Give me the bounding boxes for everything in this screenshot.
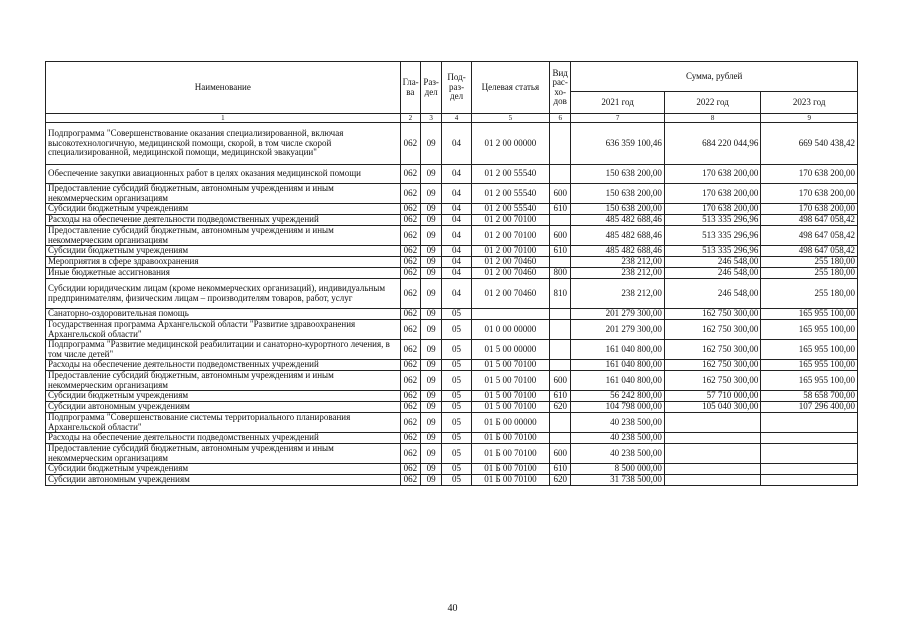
budget-table [45, 61, 858, 486]
row-sum-2022: 246 548,00 [664, 268, 761, 279]
row-sum-2021: 238 212,00 [571, 257, 664, 268]
row-sum-2022 [664, 444, 761, 464]
table-row [46, 371, 858, 391]
row-vid [550, 360, 571, 371]
row-sum-2022: 162 750 300,00 [664, 371, 761, 391]
column-number: 3 [420, 114, 441, 123]
row-podrazdel: 05 [442, 413, 471, 433]
column-number: 4 [442, 114, 471, 123]
table-row [46, 402, 858, 413]
row-glava: 062 [400, 309, 420, 320]
row-sum-2023: 170 638 200,00 [761, 165, 858, 184]
table-row [46, 360, 858, 371]
row-vid [550, 340, 571, 360]
row-razdel: 09 [420, 475, 441, 486]
row-name: Государственная программа Архангельской области "Развитие здравоохранения Архангельской области" [46, 320, 401, 340]
row-sum-2021: 31 738 500,00 [571, 475, 664, 486]
row-podrazdel: 05 [442, 320, 471, 340]
row-vid [550, 123, 571, 165]
row-name: Подпрограмма "Развитие медицинской реабилитации и санаторно-курортного лечения, в том числе детей" [46, 340, 401, 360]
row-razdel: 09 [420, 204, 441, 215]
row-razdel: 09 [420, 320, 441, 340]
row-podrazdel: 04 [442, 204, 471, 215]
row-sum-2023: 498 647 058,42 [761, 226, 858, 246]
row-razdel: 09 [420, 215, 441, 226]
row-glava: 062 [400, 464, 420, 475]
row-name: Подпрограмма "Совершенствование оказания специализированной, включая высокотехнологичную, медицинской помощи, скорой, в том числе скорой специализированной, медицинской помощи, медицинской эвакуации" [46, 123, 401, 165]
row-name: Субсидии юридическим лицам (кроме некоммерческих организаций), индивидуальным предпринимателям, физическим лицам – производителям товаров, работ, услуг [46, 279, 401, 309]
row-sum-2022: 162 750 300,00 [664, 320, 761, 340]
table-row [46, 268, 858, 279]
row-name: Субсидии бюджетным учреждениям [46, 204, 401, 215]
row-target: 01 2 00 55540 [471, 184, 549, 204]
row-sum-2023: 170 638 200,00 [761, 184, 858, 204]
row-vid: 610 [550, 246, 571, 257]
row-sum-2022 [664, 433, 761, 444]
row-razdel: 09 [420, 413, 441, 433]
row-glava: 062 [400, 413, 420, 433]
row-target: 01 0 00 00000 [471, 320, 549, 340]
row-vid: 620 [550, 475, 571, 486]
row-sum-2021: 56 242 800,00 [571, 391, 664, 402]
row-podrazdel: 04 [442, 184, 471, 204]
row-glava: 062 [400, 123, 420, 165]
row-target: 01 Б 00 00000 [471, 413, 549, 433]
row-sum-2021: 238 212,00 [571, 268, 664, 279]
row-glava: 062 [400, 340, 420, 360]
row-razdel: 09 [420, 226, 441, 246]
header-glava: Гла-ва [400, 62, 420, 114]
row-sum-2023: 165 955 100,00 [761, 340, 858, 360]
row-sum-2022: 246 548,00 [664, 279, 761, 309]
row-podrazdel: 04 [442, 215, 471, 226]
column-number: 2 [400, 114, 420, 123]
row-glava: 062 [400, 279, 420, 309]
row-sum-2022 [664, 475, 761, 486]
row-razdel: 09 [420, 184, 441, 204]
row-sum-2021: 161 040 800,00 [571, 340, 664, 360]
row-sum-2022 [664, 413, 761, 433]
row-sum-2023: 58 658 700,00 [761, 391, 858, 402]
row-razdel: 09 [420, 402, 441, 413]
header-target: Целевая статья [471, 62, 549, 114]
row-target: 01 2 00 70460 [471, 279, 549, 309]
row-sum-2021: 161 040 800,00 [571, 360, 664, 371]
column-numbers-row [46, 114, 858, 123]
row-podrazdel: 05 [442, 433, 471, 444]
row-podrazdel: 04 [442, 279, 471, 309]
table-row [46, 433, 858, 444]
row-sum-2021: 40 238 500,00 [571, 444, 664, 464]
row-name: Субсидии автономным учреждениям [46, 402, 401, 413]
row-target: 01 2 00 55540 [471, 204, 549, 215]
row-razdel: 09 [420, 257, 441, 268]
row-target: 01 2 00 70100 [471, 246, 549, 257]
row-glava: 062 [400, 184, 420, 204]
row-vid: 600 [550, 444, 571, 464]
row-glava: 062 [400, 320, 420, 340]
row-name: Расходы на обеспечение деятельности подведомственных учреждений [46, 215, 401, 226]
row-glava: 062 [400, 257, 420, 268]
budget-table-container [45, 61, 858, 486]
row-sum-2022: 57 710 000,00 [664, 391, 761, 402]
row-glava: 062 [400, 204, 420, 215]
table-row [46, 320, 858, 340]
row-sum-2021: 201 279 300,00 [571, 320, 664, 340]
row-name: Предоставление субсидий бюджетным, автономным учреждениям и иным некоммерческим организациям [46, 444, 401, 464]
table-row [46, 184, 858, 204]
row-podrazdel: 05 [442, 360, 471, 371]
row-name: Предоставление субсидий бюджетным, автономным учреждениям и иным некоммерческим организациям [46, 371, 401, 391]
row-sum-2023: 498 647 058,42 [761, 215, 858, 226]
row-name: Субсидии бюджетным учреждениям [46, 246, 401, 257]
row-target: 01 Б 00 70100 [471, 464, 549, 475]
row-podrazdel: 04 [442, 165, 471, 184]
table-row [46, 413, 858, 433]
row-razdel: 09 [420, 309, 441, 320]
row-sum-2022: 162 750 300,00 [664, 340, 761, 360]
column-number: 7 [571, 114, 664, 123]
row-glava: 062 [400, 371, 420, 391]
row-sum-2023 [761, 464, 858, 475]
row-podrazdel: 05 [442, 340, 471, 360]
row-podrazdel: 05 [442, 444, 471, 464]
row-vid: 610 [550, 204, 571, 215]
page-number: 40 [447, 603, 458, 614]
table-row [46, 444, 858, 464]
row-podrazdel: 05 [442, 475, 471, 486]
row-vid: 600 [550, 226, 571, 246]
row-vid: 620 [550, 402, 571, 413]
row-sum-2022: 170 638 200,00 [664, 184, 761, 204]
row-sum-2023: 255 180,00 [761, 257, 858, 268]
row-glava: 062 [400, 360, 420, 371]
row-vid: 610 [550, 391, 571, 402]
row-podrazdel: 04 [442, 246, 471, 257]
row-sum-2022: 513 335 296,96 [664, 226, 761, 246]
row-razdel: 09 [420, 464, 441, 475]
row-sum-2022: 513 335 296,96 [664, 246, 761, 257]
row-vid: 610 [550, 464, 571, 475]
row-sum-2023 [761, 433, 858, 444]
row-vid [550, 433, 571, 444]
row-name: Мероприятия в сфере здравоохранения [46, 257, 401, 268]
row-sum-2021: 150 638 200,00 [571, 204, 664, 215]
row-sum-2021: 40 238 500,00 [571, 433, 664, 444]
row-target [471, 309, 549, 320]
row-glava: 062 [400, 475, 420, 486]
row-sum-2023: 165 955 100,00 [761, 371, 858, 391]
row-target: 01 2 00 70100 [471, 226, 549, 246]
row-target: 01 Б 00 70100 [471, 433, 549, 444]
row-target: 01 5 00 70100 [471, 391, 549, 402]
table-body [46, 123, 858, 486]
row-podrazdel: 04 [442, 268, 471, 279]
table-row [46, 309, 858, 320]
row-razdel: 09 [420, 279, 441, 309]
row-vid: 600 [550, 184, 571, 204]
row-glava: 062 [400, 402, 420, 413]
header-podrazdel: Под-раз-дел [442, 62, 471, 114]
header-sum: Сумма, рублей [571, 62, 858, 92]
row-sum-2021: 485 482 688,46 [571, 215, 664, 226]
row-sum-2022: 170 638 200,00 [664, 165, 761, 184]
row-glava: 062 [400, 268, 420, 279]
row-vid [550, 257, 571, 268]
row-vid [550, 215, 571, 226]
row-target: 01 2 00 70460 [471, 257, 549, 268]
header-name: Наименование [46, 62, 401, 114]
row-glava: 062 [400, 246, 420, 257]
row-razdel: 09 [420, 371, 441, 391]
row-sum-2023: 170 638 200,00 [761, 204, 858, 215]
row-target: 01 2 00 70100 [471, 215, 549, 226]
row-sum-2022: 246 548,00 [664, 257, 761, 268]
row-sum-2021: 485 482 688,46 [571, 226, 664, 246]
row-razdel: 09 [420, 123, 441, 165]
row-razdel: 09 [420, 246, 441, 257]
header-vid: Вид рас-хо-дов [550, 62, 571, 114]
row-podrazdel: 05 [442, 391, 471, 402]
row-sum-2022 [664, 464, 761, 475]
header-year-2021: 2021 год [571, 92, 664, 114]
row-sum-2021: 201 279 300,00 [571, 309, 664, 320]
row-name: Предоставление субсидий бюджетным, автономным учреждениям и иным некоммерческим организациям [46, 226, 401, 246]
row-target: 01 2 00 70460 [471, 268, 549, 279]
table-row [46, 215, 858, 226]
column-number: 5 [471, 114, 549, 123]
header-razdel: Раз-дел [420, 62, 441, 114]
row-sum-2022: 162 750 300,00 [664, 360, 761, 371]
row-vid [550, 165, 571, 184]
row-sum-2022: 513 335 296,96 [664, 215, 761, 226]
table-row [46, 123, 858, 165]
row-razdel: 09 [420, 391, 441, 402]
row-target: 01 5 00 70100 [471, 360, 549, 371]
row-sum-2021: 150 638 200,00 [571, 165, 664, 184]
row-target: 01 Б 00 70100 [471, 444, 549, 464]
table-row [46, 246, 858, 257]
row-name: Иные бюджетные ассигнования [46, 268, 401, 279]
row-sum-2022: 684 220 044,96 [664, 123, 761, 165]
row-sum-2022: 162 750 300,00 [664, 309, 761, 320]
row-razdel: 09 [420, 433, 441, 444]
row-vid [550, 413, 571, 433]
row-podrazdel: 05 [442, 309, 471, 320]
row-glava: 062 [400, 433, 420, 444]
row-sum-2021: 636 359 100,46 [571, 123, 664, 165]
column-number: 8 [664, 114, 761, 123]
table-row [46, 464, 858, 475]
row-sum-2022: 105 040 300,00 [664, 402, 761, 413]
row-glava: 062 [400, 226, 420, 246]
table-row [46, 279, 858, 309]
row-glava: 062 [400, 215, 420, 226]
row-glava: 062 [400, 391, 420, 402]
row-sum-2023 [761, 475, 858, 486]
row-glava: 062 [400, 444, 420, 464]
row-podrazdel: 04 [442, 226, 471, 246]
row-name: Субсидии бюджетным учреждениям [46, 391, 401, 402]
header-year-2022: 2022 год [664, 92, 761, 114]
row-name: Обеспечение закупки авиационных работ в целях оказания медицинской помощи [46, 165, 401, 184]
row-vid [550, 320, 571, 340]
row-name: Субсидии бюджетным учреждениям [46, 464, 401, 475]
table-row [46, 340, 858, 360]
row-razdel: 09 [420, 360, 441, 371]
row-sum-2023 [761, 444, 858, 464]
row-sum-2023: 165 955 100,00 [761, 320, 858, 340]
row-razdel: 09 [420, 268, 441, 279]
row-sum-2021: 40 238 500,00 [571, 413, 664, 433]
column-number: 6 [550, 114, 571, 123]
column-number: 9 [761, 114, 858, 123]
row-sum-2023: 669 540 438,42 [761, 123, 858, 165]
row-vid: 600 [550, 371, 571, 391]
row-target: 01 2 00 00000 [471, 123, 549, 165]
header-year-2023: 2023 год [761, 92, 858, 114]
row-name: Расходы на обеспечение деятельности подведомственных учреждений [46, 360, 401, 371]
row-podrazdel: 04 [442, 123, 471, 165]
table-row [46, 204, 858, 215]
row-sum-2021: 161 040 800,00 [571, 371, 664, 391]
row-sum-2022: 170 638 200,00 [664, 204, 761, 215]
row-glava: 062 [400, 165, 420, 184]
row-razdel: 09 [420, 340, 441, 360]
row-sum-2023 [761, 413, 858, 433]
row-target: 01 5 00 70100 [471, 402, 549, 413]
row-sum-2021: 150 638 200,00 [571, 184, 664, 204]
table-row [46, 165, 858, 184]
row-target: 01 5 00 70100 [471, 371, 549, 391]
row-sum-2023: 255 180,00 [761, 279, 858, 309]
row-sum-2023: 255 180,00 [761, 268, 858, 279]
row-podrazdel: 05 [442, 402, 471, 413]
column-number: 1 [46, 114, 401, 123]
row-name: Расходы на обеспечение деятельности подведомственных учреждений [46, 433, 401, 444]
row-target: 01 Б 00 70100 [471, 475, 549, 486]
table-row [46, 391, 858, 402]
row-name: Предоставление субсидий бюджетным, автономным учреждениям и иным некоммерческим организациям [46, 184, 401, 204]
row-razdel: 09 [420, 165, 441, 184]
row-razdel: 09 [420, 444, 441, 464]
table-row [46, 257, 858, 268]
table-row [46, 226, 858, 246]
row-target: 01 2 00 55540 [471, 165, 549, 184]
row-target: 01 5 00 00000 [471, 340, 549, 360]
row-sum-2021: 485 482 688,46 [571, 246, 664, 257]
row-sum-2021: 8 500 000,00 [571, 464, 664, 475]
row-name: Подпрограмма "Совершенствование системы территориального планирования Архангельской области" [46, 413, 401, 433]
row-sum-2021: 104 798 000,00 [571, 402, 664, 413]
table-row [46, 475, 858, 486]
row-sum-2023: 107 296 400,00 [761, 402, 858, 413]
row-podrazdel: 05 [442, 371, 471, 391]
row-sum-2021: 238 212,00 [571, 279, 664, 309]
row-sum-2023: 498 647 058,42 [761, 246, 858, 257]
row-sum-2023: 165 955 100,00 [761, 360, 858, 371]
row-name: Санаторно-оздоровительная помощь [46, 309, 401, 320]
row-vid: 810 [550, 279, 571, 309]
row-podrazdel: 04 [442, 257, 471, 268]
row-podrazdel: 05 [442, 464, 471, 475]
row-sum-2023: 165 955 100,00 [761, 309, 858, 320]
row-vid [550, 309, 571, 320]
row-name: Субсидии автономным учреждениям [46, 475, 401, 486]
row-vid: 800 [550, 268, 571, 279]
